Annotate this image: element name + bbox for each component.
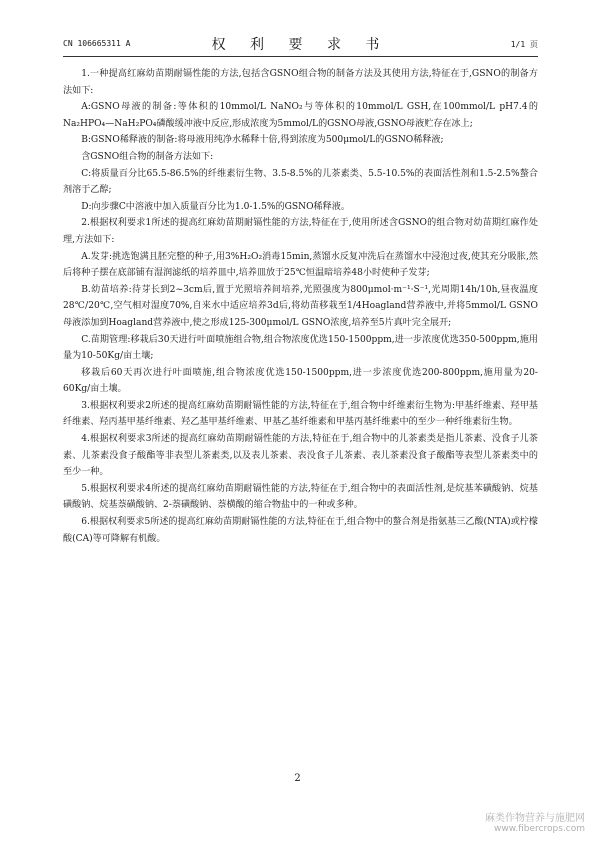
claim-paragraph: 6.根据权利要求5所述的提高红麻幼苗期耐镉性能的方法,特征在于,组合物中的螯合剂是指氨基三乙酸(NTA)或柠檬酸(CA)等可降解有机酸。 — [63, 517, 538, 544]
claim-paragraph: 移栽后60天再次进行叶面喷施,组合物浓度优选150-1500ppm,进一步浓度优选200-800ppm,施用量为20-60Kg/亩土壤。 — [63, 367, 538, 395]
page-header — [63, 34, 538, 54]
claim-paragraph: 1.一种提高红麻幼苗期耐镉性能的方法,包括含GSNO组合物的制备方法及其使用方法,特征在于,GSNO的制备方法如下: — [63, 69, 538, 96]
claim-paragraph: C:将质量百分比65.5-86.5%的纤维素衍生物、3.5-8.5%的儿茶素类、5.5-10.5%的表面活性剂和1.5-2.5%螯合剂溶于乙醇; — [63, 168, 538, 196]
watermark-url: www.fibercrops.com — [494, 824, 585, 834]
claim-paragraph: 5.根据权利要求4所述的提高红麻幼苗期耐镉性能的方法,特征在于,组合物中的表面活性剂,是烷基苯磺酸钠、烷基磺酸钠、烷基萘磺酸钠、2-萘磺酸钠、萘横酸的缩合物盐中的一种或多种。 — [63, 483, 538, 511]
header-rule — [63, 56, 538, 57]
site-watermark — [485, 809, 585, 834]
page-indicator: 1/1 页 — [510, 40, 538, 49]
claim-paragraph: D:向步骤C中溶液中加入质量百分比为1.0-1.5%的GSNO稀释液。 — [81, 201, 350, 212]
doc-number: CN 106665311 A — [63, 39, 131, 48]
claim-paragraph: C.苗期管理:移栽后30天进行叶面喷施组合物,组合物浓度优选150-1500ppm,进一步浓度优选350-500ppm,施用量为10-50Kg/亩土壤; — [63, 334, 538, 362]
claim-paragraph: B.幼苗培养:待芽长到2~3cm后,置于光照培养间培养,光照强度为800μmol·m⁻¹·S⁻¹,光周期14h/10h,昼夜温度28℃/20℃,空气相对湿度70%,自来水中适应培养3d后,将幼苗移栽至1/4Hoagland营养液中,并将5mmol/L GSNO母液添加到Hoagland营养液中,使之形成125-300μmol/L GSNO浓度,培养至5片真叶完全展开; — [63, 284, 538, 328]
watermark-site-name: 麻类作物营养与施肥网 — [485, 813, 585, 824]
claim-paragraph: A.发芽:挑选饱满且胚完整的种子,用3%H₂O₂消毒15min,蒸馏水反复冲洗后在蒸馏水中浸泡过夜,使其充分吸胀,然后将种子摆在底部铺有湿润滤纸的培养皿中,培养皿放于25℃恒温暗培养48小时使种子发芽; — [63, 251, 538, 279]
claim-paragraph: A:GSNO母液的制备:等体积的10mmol/L NaNO₂与等体积的10mmol/L GSH,在100mmol/L pH7.4的Na₂HPO₄—NaH₂PO₄磷酸缓冲液中反应,形成浓度为5mmol/L的GSNO母液,GSNO母液贮存在冰上; — [63, 102, 538, 129]
page-title: 权 利 要 求 书 — [211, 37, 390, 53]
claim-paragraph: 3.根据权利要求2所述的提高红麻幼苗期耐镉性能的方法,特征在于,组合物中纤维素衍生物为:甲基纤维素、羟甲基纤维素、羟丙基甲基纤维素、羟乙基甲基纤维素、甲基乙基纤维素和甲基丙基纤维素中的至少一种纤维素衍生物。 — [63, 400, 538, 428]
claim-paragraph: B:GSNO稀释液的制备:将母液用纯净水稀释十倍,得到浓度为500μmol/L的GSNO稀释液; — [81, 135, 444, 146]
claim-paragraph: 4.根据权利要求3所述的提高红麻幼苗期耐镉性能的方法,特征在于,组合物中的儿茶素类是指儿茶素、没食子儿茶素、儿茶素没食子酸酯等非表型儿茶素类,以及表儿茶素、表没食子儿茶素、表儿茶素没食子酸酯等表型儿茶素类中的至少一种。 — [63, 434, 538, 478]
claim-paragraph: 2.根据权利要求1所述的提高红麻幼苗期耐镉性能的方法,特征在于,使用所述含GSNO的组合物对幼苗期红麻作处理,方法如下: — [63, 218, 538, 245]
claim-paragraph: 含GSNO组合物的制备方法如下: — [81, 151, 214, 162]
claims-body — [63, 66, 538, 547]
page-number: 2 — [294, 773, 301, 784]
